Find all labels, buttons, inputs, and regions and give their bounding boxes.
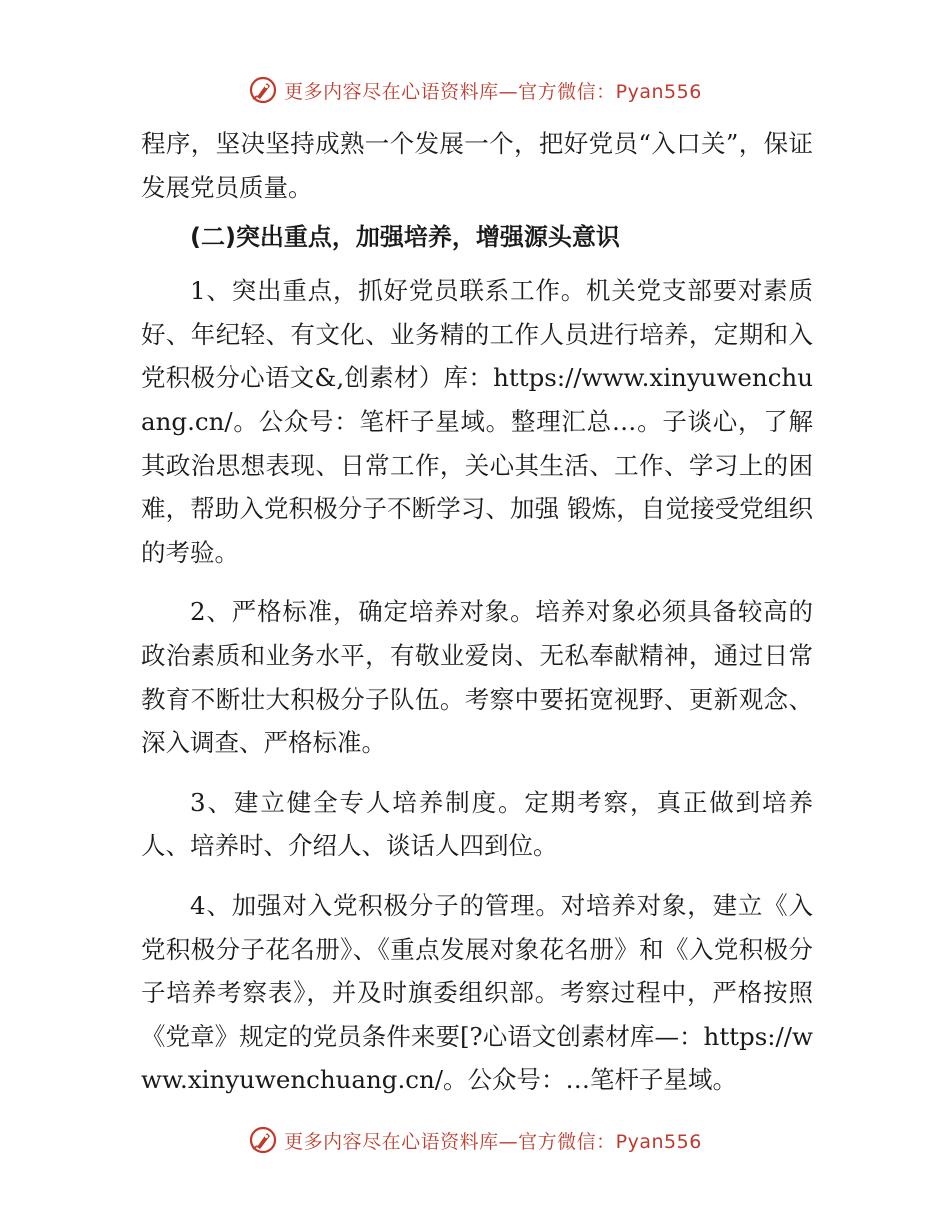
section-heading: (二)突出重点，加强培养，增强源头意识	[190, 223, 620, 252]
pen-nib-circle-icon	[248, 1125, 278, 1155]
watermark-text: 更多内容尽在心语资料库—官方微信：Pyan556	[284, 1130, 702, 1153]
document-body	[141, 122, 813, 1102]
pen-nib-circle-icon	[248, 75, 278, 105]
paragraph-3: 3、建立健全专人培养制度。定期考察，真正做到培养人、培养时、介绍人、谈话人四到位。	[141, 787, 813, 861]
paragraph-4: 4、加强对入党积极分子的管理。对培养对象，建立《入党积极分子花名册》、《重点发展对象花名册》和《入党积极分子培养考察表》，并及时旗委组织部。考察过程中，严格按照《党章》规定的党员条件来要[?心语文创素材库—：https://www.xinyuwenchuang.cn/。公众号：…笔杆子星域。	[141, 890, 813, 1095]
footer-watermark	[0, 1120, 950, 1160]
paragraph-1: 1、突出重点，抓好党员联系工作。机关党支部要对素质好、年纪轻、有文化、业务精的工作人员进行培养，定期和入党积极分心语文&,创素材）库：https://www.xinyuwenchuang.cn/。公众号：笔杆子星域。整理汇总…。子谈心，了解其政治思想表现、日常工作，关心其生活、工作、学习上的困难，帮助入党积极分子不断学习、加强 锻炼，自觉接受党组织的考验。	[141, 276, 813, 567]
intro-paragraph: 程序，坚决坚持成熟一个发展一个，把好党员“入口关”，保证发展党员质量。	[141, 129, 813, 202]
paragraph-2: 2、严格标准，确定培养对象。培养对象必须具备较高的政治素质和业务水平，有敬业爱岗、无私奉献精神，通过日常教育不断壮大积极分子队伍。考察中要拓宽视野、更新观念、深入调查、严格标准。	[141, 597, 813, 758]
watermark-text: 更多内容尽在心语资料库—官方微信：Pyan556	[284, 80, 702, 103]
header-watermark	[0, 70, 950, 110]
